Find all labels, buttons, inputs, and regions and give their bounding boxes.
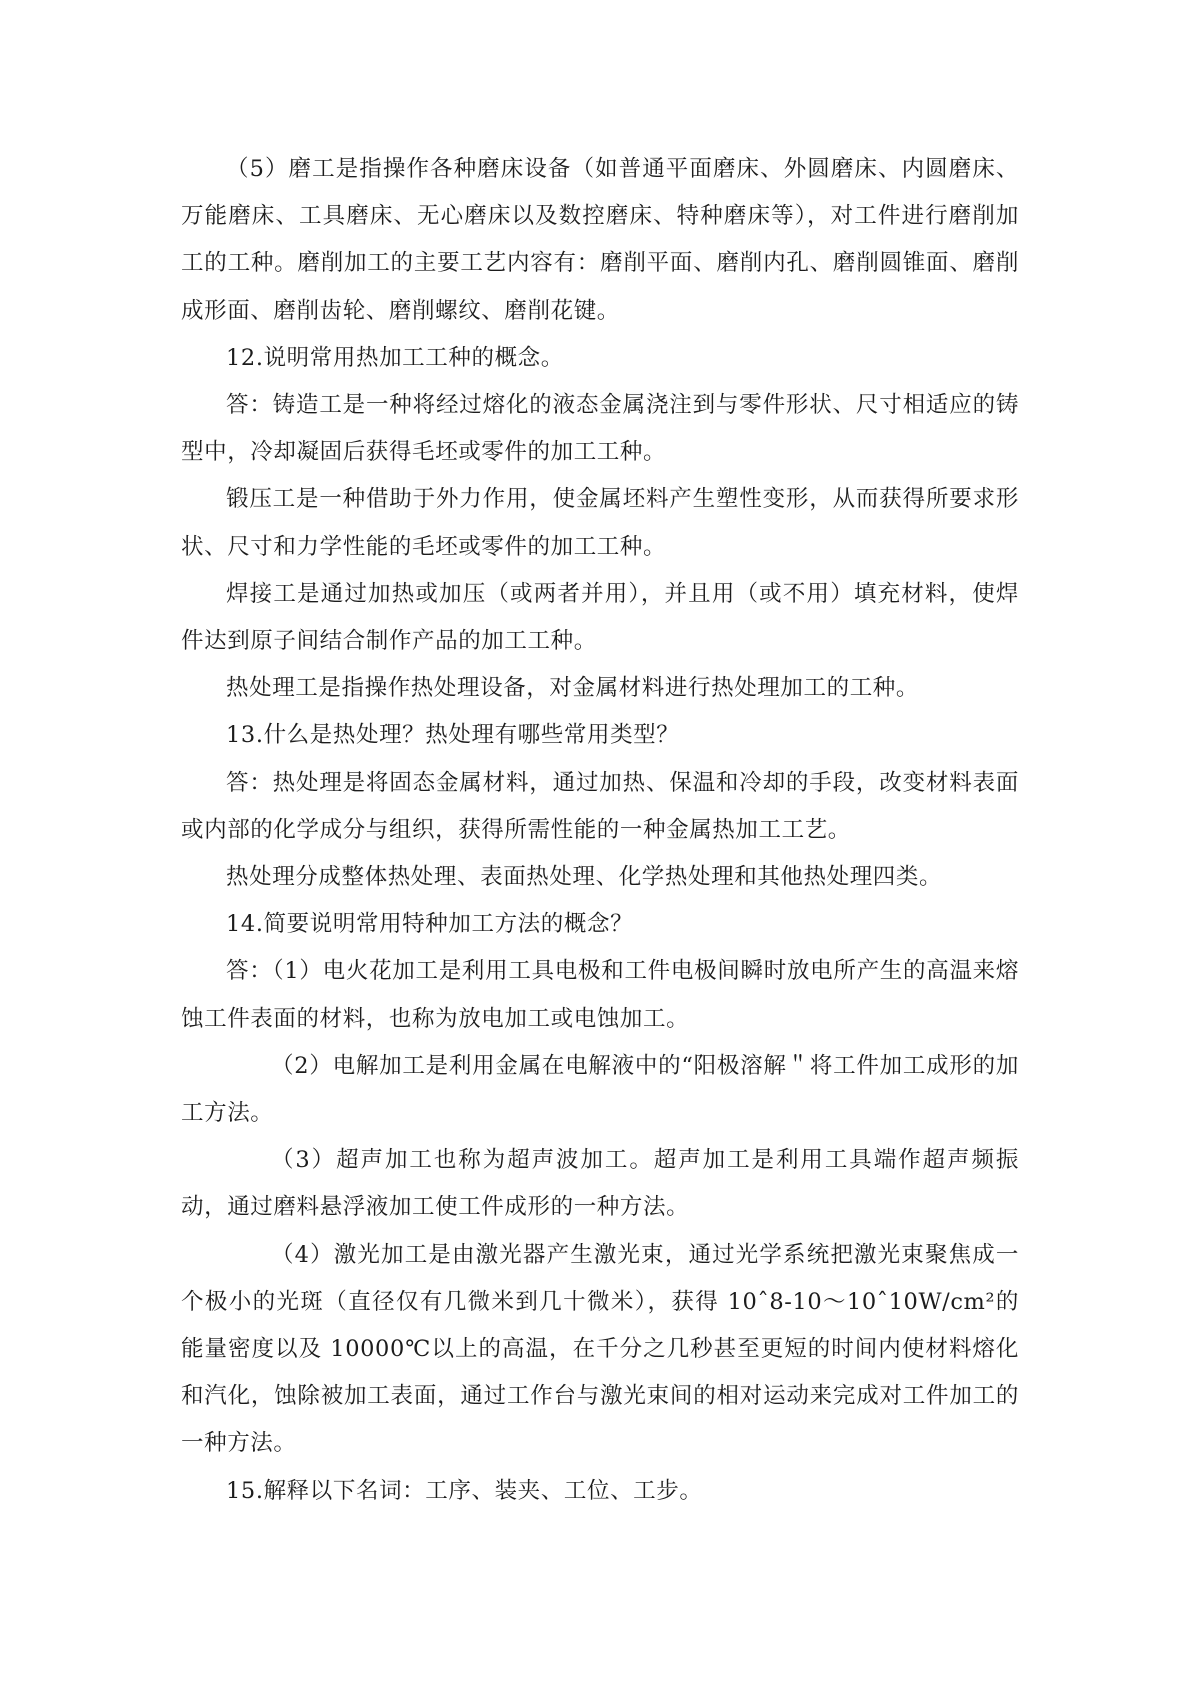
answer-13-definition: 答：热处理是将固态金属材料，通过加热、保温和冷却的手段，改变材料表面或内部的化学成分与组织，获得所需性能的一种金属热加工工艺。 xyxy=(181,769,1019,843)
document-body xyxy=(181,146,1019,1515)
answer-14-electrolytic: （2）电解加工是利用金属在电解液中的“阳极溶解＂将工件加工成形的加工方法。 xyxy=(181,1052,1019,1127)
answer-12-forging: 锻压工是一种借助于外力作用，使金属坯料产生塑性变形，从而获得所要求形状、尺寸和力学性能的毛坯或零件的加工工种。 xyxy=(181,486,1019,560)
question-13: 13.什么是热处理？热处理有哪些常用类型？ xyxy=(226,722,680,749)
answer-12-heat-treatment: 热处理工是指操作热处理设备，对金属材料进行热处理加工的工种。 xyxy=(226,675,920,702)
answer-12-casting: 答：铸造工是一种将经过熔化的液态金属浇注到与零件形状、尺寸相适应的铸型中，冷却凝固后获得毛坯或零件的加工工种。 xyxy=(181,392,1019,466)
question-14: 14.简要说明常用特种加工方法的概念？ xyxy=(226,911,634,938)
answer-14-edm: 答：（1）电火花加工是利用工具电极和工件电极间瞬时放电所产生的高温来熔蚀工件表面的材料，也称为放电加工或电蚀加工。 xyxy=(181,958,1019,1032)
answer-13-types: 热处理分成整体热处理、表面热处理、化学热处理和其他热处理四类。 xyxy=(226,864,943,891)
answer-14-ultrasonic: （3）超声加工也称为超声波加工。超声加工是利用工具端作超声频振动，通过磨料悬浮液加工使工件成形的一种方法。 xyxy=(181,1147,1019,1221)
question-12: 12.说明常用热加工工种的概念。 xyxy=(226,344,564,371)
paragraph-grinding-work: （5）磨工是指操作各种磨床设备（如普通平面磨床、外圆磨床、内圆磨床、万能磨床、工具磨床、无心磨床以及数控磨床、特种磨床等），对工件进行磨削加工的工种。磨削加工的主要工艺内容有：磨削平面、磨削内孔、磨削圆锥面、磨削成形面、磨削齿轮、磨削螺纹、磨削花键。 xyxy=(181,156,1019,324)
answer-14-laser: （4）激光加工是由激光器产生激光束，通过光学系统把激光束聚焦成一个极小的光斑（直径仅有几微米到几十微米），获得 10ˆ8-10～10ˆ10W/cm²的能量密度以及 10000℃以上的高温，在千分之几秒甚至更短的时间内使材料熔化和汽化，蚀除被加工表面，通过工作台与激光束间的相对运动来完成对工件加工的一种方法。 xyxy=(181,1241,1019,1457)
answer-12-welding: 焊接工是通过加热或加压（或两者并用），并且用（或不用）填充材料，使焊件达到原子间结合制作产品的加工工种。 xyxy=(181,580,1019,655)
question-15: 15.解释以下名词：工序、装夹、工位、工步。 xyxy=(226,1477,703,1504)
